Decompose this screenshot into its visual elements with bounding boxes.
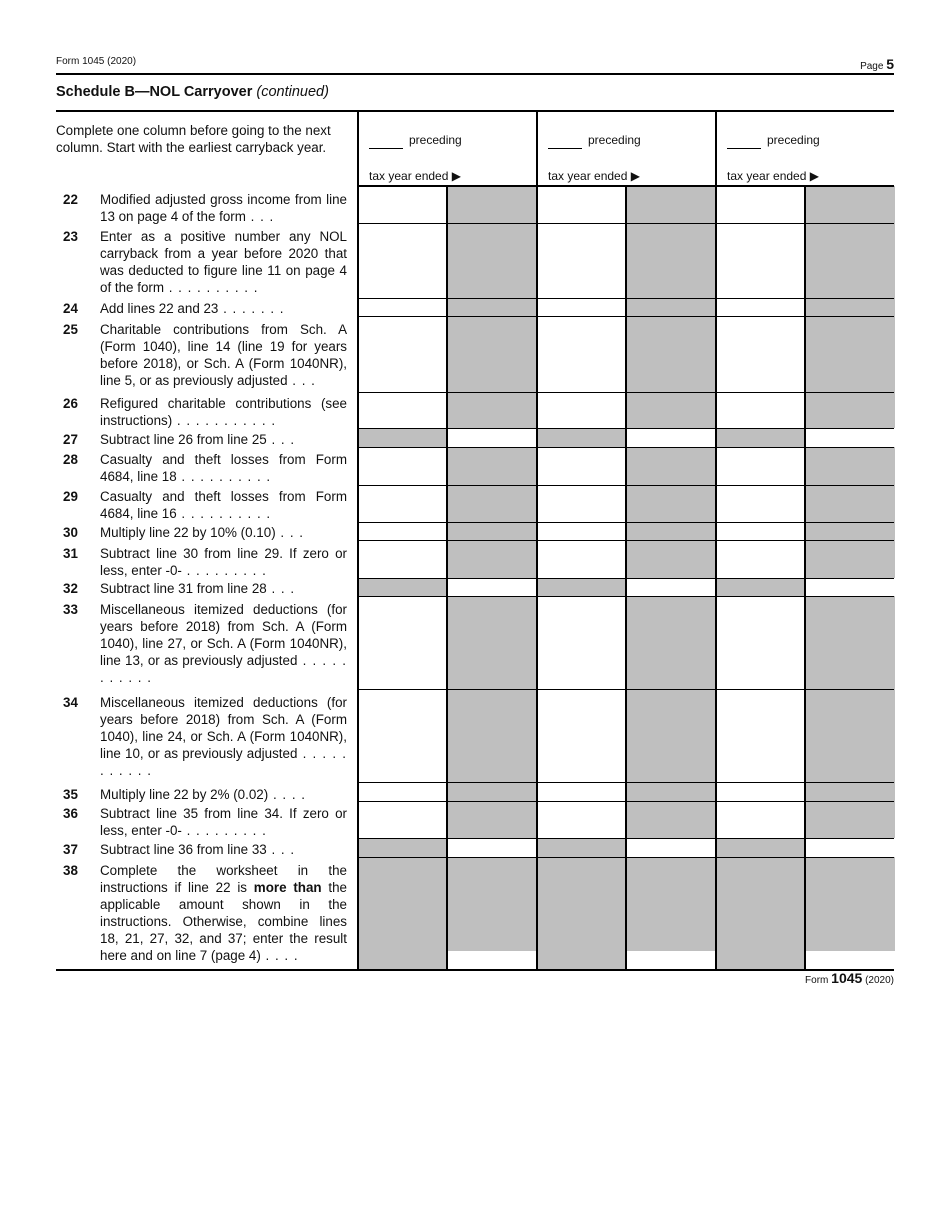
line-36-col-1-amount[interactable] xyxy=(358,801,447,838)
line-31-col-3-shaded xyxy=(805,540,895,578)
dot-leader: . . . . . . . . . . xyxy=(176,469,272,484)
dot-leader: . . . . . . . . . xyxy=(181,563,267,578)
line-number: 24 xyxy=(63,301,78,316)
line-33-col-3-shaded xyxy=(805,596,895,689)
line-description: Complete the worksheet in the instructions if line 22 is more than the applicable amount shown in the instructions. Otherwise, combine lines 18, 21, 27, 32, and 37; enter the result here and on line 7 (page 4) . . . . xyxy=(100,863,347,963)
line-27-col-2-shaded xyxy=(537,428,626,447)
line-23-col-2-shaded xyxy=(626,223,716,298)
line-28-col-1-amount[interactable] xyxy=(358,447,447,485)
line-24-col-1-shaded xyxy=(447,298,537,316)
line-number: 33 xyxy=(63,602,78,617)
column-divider xyxy=(536,112,538,970)
line-26-col-1-amount[interactable] xyxy=(358,392,447,428)
line-29-col-3-amount[interactable] xyxy=(716,485,805,522)
line-30-col-2-amount[interactable] xyxy=(537,522,626,540)
row-divider xyxy=(358,392,894,393)
line-34-col-1-amount[interactable] xyxy=(358,689,447,782)
line-29-col-3-shaded xyxy=(805,485,895,522)
dot-leader: . . . xyxy=(266,581,296,596)
line-38-col-1-amount[interactable] xyxy=(447,951,537,969)
line-number: 27 xyxy=(63,432,78,447)
line-25-col-2-shaded xyxy=(626,316,716,392)
line-34-col-1-shaded xyxy=(447,689,537,782)
line-description: Subtract line 36 from line 33 . . . xyxy=(100,842,296,857)
line-description: Multiply line 22 by 2% (0.02) . . . . xyxy=(100,787,306,802)
year-blank[interactable] xyxy=(548,148,582,149)
line-22-col-2-amount[interactable] xyxy=(537,186,626,223)
top-rule xyxy=(56,73,894,75)
line-number: 34 xyxy=(63,695,78,710)
line-37-col-2-amount[interactable] xyxy=(626,838,716,857)
line-26-col-1-shaded xyxy=(447,392,537,428)
dot-leader: . . . xyxy=(266,842,296,857)
line-24-col-3-shaded xyxy=(805,298,895,316)
line-26-col-2-shaded xyxy=(626,392,716,428)
line-27-col-1-amount[interactable] xyxy=(447,428,537,447)
line-number: 38 xyxy=(63,863,78,878)
line-number: 29 xyxy=(63,489,78,504)
line-23-col-2-amount[interactable] xyxy=(537,223,626,298)
line-description: Charitable contributions from Sch. A (Form 1040), line 14 (line 19 for years before 2018), or Sch. A (Form 1040NR), line 5, or as previously adjusted . . . xyxy=(100,322,347,388)
line-25-col-3-amount[interactable] xyxy=(716,316,805,392)
page-number: Page 5 xyxy=(860,56,894,72)
line-description: Miscellaneous itemized deductions (for years before 2018) from Sch. A (Form 1040), line 27, or Sch. A (Form 1040NR), line 13, or as previously adjusted . . . . . . . . . . . xyxy=(100,602,347,685)
line-number: 26 xyxy=(63,396,78,411)
line-32-col-3-shaded xyxy=(716,578,805,596)
line-32-col-2-shaded xyxy=(537,578,626,596)
column-header-divider xyxy=(358,185,894,186)
line-35-col-2-amount[interactable] xyxy=(537,782,626,801)
line-37-col-3-shaded xyxy=(716,838,805,857)
line-36-col-3-shaded xyxy=(805,801,895,838)
line-35-col-3-amount[interactable] xyxy=(716,782,805,801)
line-description: Miscellaneous itemized deductions (for years before 2018) from Sch. A (Form 1040), line 24, or Sch. A (Form 1040NR), line 10, or as previously adjusted . . . . . . . . . . . xyxy=(100,695,347,778)
column-subdivider xyxy=(804,186,805,970)
line-33-col-1-amount[interactable] xyxy=(358,596,447,689)
row-divider xyxy=(358,782,894,783)
line-number: 36 xyxy=(63,806,78,821)
column-divider xyxy=(715,112,717,970)
line-37-col-1-shaded xyxy=(358,838,447,857)
row-divider xyxy=(358,596,894,597)
line-34-col-3-shaded xyxy=(805,689,895,782)
line-24-col-1-amount[interactable] xyxy=(358,298,447,316)
line-29-col-1-shaded xyxy=(447,485,537,522)
line-31-col-2-amount[interactable] xyxy=(537,540,626,578)
form-footer: Form 1045 (2020) xyxy=(805,970,894,986)
line-29-col-2-amount[interactable] xyxy=(537,485,626,522)
line-25-col-1-shaded xyxy=(447,316,537,392)
line-29-col-2-shaded xyxy=(626,485,716,522)
line-24-col-3-amount[interactable] xyxy=(716,298,805,316)
line-description: Subtract line 26 from line 25 . . . xyxy=(100,432,296,447)
line-number: 30 xyxy=(63,525,78,540)
dot-leader: . . . . . . . . . . . xyxy=(172,413,277,428)
line-28-col-3-amount[interactable] xyxy=(716,447,805,485)
line-28-col-2-amount[interactable] xyxy=(537,447,626,485)
line-38-col-1-shaded xyxy=(358,857,447,969)
dot-leader: . . . . . . . . . xyxy=(181,823,267,838)
line-number: 22 xyxy=(63,192,78,207)
line-29-col-1-amount[interactable] xyxy=(358,485,447,522)
intro-text: Complete one column before going to the next column. Start with the earliest carryback year. xyxy=(56,123,331,155)
line-description: Casualty and theft losses from Form 4684, line 16 . . . . . . . . . . xyxy=(100,489,347,521)
line-33-col-2-shaded xyxy=(626,596,716,689)
line-22-col-3-shaded xyxy=(805,186,895,223)
line-22-col-2-shaded xyxy=(626,186,716,223)
line-25-col-3-shaded xyxy=(805,316,895,392)
line-26-col-3-amount[interactable] xyxy=(716,392,805,428)
line-23-col-1-amount[interactable] xyxy=(358,223,447,298)
line-34-col-2-amount[interactable] xyxy=(537,689,626,782)
line-number: 32 xyxy=(63,581,78,596)
bottom-rule xyxy=(56,969,894,971)
dot-leader: . . . . . . . . . . xyxy=(164,280,259,295)
row-divider xyxy=(358,522,894,523)
line-description: Subtract line 31 from line 28 . . . xyxy=(100,581,296,596)
year-blank[interactable] xyxy=(369,148,403,149)
dot-leader: . . . . . . . . . . xyxy=(176,506,272,521)
dot-leader: . . . xyxy=(245,209,275,224)
column-header-2: preceding tax year ended ▶ xyxy=(548,133,641,183)
line-35-col-2-shaded xyxy=(626,782,716,801)
line-38-col-3-shaded xyxy=(716,857,805,969)
line-number: 35 xyxy=(63,787,78,802)
row-divider xyxy=(358,689,894,690)
column-header-1: preceding tax year ended ▶ xyxy=(369,133,462,183)
line-36-col-2-amount[interactable] xyxy=(537,801,626,838)
line-number: 37 xyxy=(63,842,78,857)
row-divider xyxy=(358,540,894,541)
line-26-col-3-shaded xyxy=(805,392,895,428)
line-27-col-1-shaded xyxy=(358,428,447,447)
dot-leader: . . . . xyxy=(268,787,306,802)
line-number: 25 xyxy=(63,322,78,337)
line-32-col-1-amount[interactable] xyxy=(447,578,537,596)
row-divider xyxy=(358,428,894,429)
line-36-col-1-shaded xyxy=(447,801,537,838)
line-description: Casualty and theft losses from Form 4684, line 18 . . . . . . . . . . xyxy=(100,452,347,484)
line-28-col-3-shaded xyxy=(805,447,895,485)
line-33-col-2-amount[interactable] xyxy=(537,596,626,689)
line-description: Refigured charitable contributions (see instructions) . . . . . . . . . . . xyxy=(100,396,347,428)
line-25-col-1-amount[interactable] xyxy=(358,316,447,392)
line-number: 31 xyxy=(63,546,78,561)
line-31-col-2-shaded xyxy=(626,540,716,578)
column-header-3: preceding tax year ended ▶ xyxy=(727,133,820,183)
line-description: Add lines 22 and 23 . . . . . . . xyxy=(100,301,285,316)
line-28-col-1-shaded xyxy=(447,447,537,485)
line-33-col-1-shaded xyxy=(447,596,537,689)
row-divider xyxy=(358,857,894,858)
line-number: 23 xyxy=(63,229,78,244)
line-22-col-1-amount[interactable] xyxy=(358,186,447,223)
line-35-col-3-shaded xyxy=(805,782,895,801)
dot-leader: . . . . . . . . . . . xyxy=(100,653,347,685)
line-30-col-1-amount[interactable] xyxy=(358,522,447,540)
row-divider xyxy=(358,801,894,802)
row-divider xyxy=(358,838,894,839)
row-divider xyxy=(358,298,894,299)
line-37-col-3-amount[interactable] xyxy=(805,838,895,857)
line-38-col-2-shaded xyxy=(537,857,626,969)
row-divider xyxy=(358,578,894,579)
dot-leader: . . . xyxy=(287,373,316,388)
line-27-col-2-amount[interactable] xyxy=(626,428,716,447)
column-subdivider xyxy=(446,186,447,970)
line-30-col-3-amount[interactable] xyxy=(716,522,805,540)
dot-leader: . . . xyxy=(275,525,304,540)
dot-leader: . . . . . . . . . . . xyxy=(100,746,347,778)
line-36-col-3-amount[interactable] xyxy=(716,801,805,838)
line-30-col-2-shaded xyxy=(626,522,716,540)
line-description: Enter as a positive number any NOL carryback from a year before 2020 that was deducted to figure line 11 on page 4 of the form . . . . . . . . . . xyxy=(100,229,347,295)
form-label: Form 1045 (2020) xyxy=(56,56,137,67)
line-32-col-2-amount[interactable] xyxy=(626,578,716,596)
line-23-col-3-amount[interactable] xyxy=(716,223,805,298)
line-37-col-1-amount[interactable] xyxy=(447,838,537,857)
line-36-col-2-shaded xyxy=(626,801,716,838)
line-27-col-3-amount[interactable] xyxy=(805,428,895,447)
line-35-col-1-shaded xyxy=(447,782,537,801)
dot-leader: . . . . . . . xyxy=(218,301,285,316)
line-31-col-1-shaded xyxy=(447,540,537,578)
line-38-col-2-shaded-upper xyxy=(626,857,716,951)
line-34-col-2-shaded xyxy=(626,689,716,782)
line-31-col-1-amount[interactable] xyxy=(358,540,447,578)
year-blank[interactable] xyxy=(727,148,761,149)
line-26-col-2-amount[interactable] xyxy=(537,392,626,428)
line-24-col-2-shaded xyxy=(626,298,716,316)
line-38-col-3-shaded-upper xyxy=(805,857,895,951)
line-30-col-3-shaded xyxy=(805,522,895,540)
dot-leader: . . . xyxy=(266,432,296,447)
row-divider xyxy=(358,223,894,224)
row-divider xyxy=(358,447,894,448)
line-31-col-3-amount[interactable] xyxy=(716,540,805,578)
row-divider xyxy=(358,186,894,187)
column-subdivider xyxy=(625,186,626,970)
line-description: Subtract line 30 from line 29. If zero or less, enter -0- . . . . . . . . . xyxy=(100,546,347,578)
line-38-col-1-shaded-upper xyxy=(447,857,537,951)
line-35-col-1-amount[interactable] xyxy=(358,782,447,801)
line-38-col-2-amount[interactable] xyxy=(626,951,716,969)
line-32-col-1-shaded xyxy=(358,578,447,596)
line-22-col-3-amount[interactable] xyxy=(716,186,805,223)
row-divider xyxy=(358,485,894,486)
dot-leader: . . . . xyxy=(260,948,299,963)
line-description: Multiply line 22 by 10% (0.10) . . . xyxy=(100,525,304,540)
line-37-col-2-shaded xyxy=(537,838,626,857)
line-28-col-2-shaded xyxy=(626,447,716,485)
line-34-col-3-amount[interactable] xyxy=(716,689,805,782)
line-30-col-1-shaded xyxy=(447,522,537,540)
line-number: 28 xyxy=(63,452,78,467)
row-divider xyxy=(358,316,894,317)
line-38-col-3-amount[interactable] xyxy=(805,951,895,969)
line-23-col-3-shaded xyxy=(805,223,895,298)
schedule-title: Schedule B—NOL Carryover (continued) xyxy=(56,84,329,100)
line-description: Modified adjusted gross income from line 13 on page 4 of the form . . . xyxy=(100,192,347,224)
line-32-col-3-amount[interactable] xyxy=(805,578,895,596)
line-25-col-2-amount[interactable] xyxy=(537,316,626,392)
column-divider xyxy=(357,112,359,970)
line-22-col-1-shaded xyxy=(447,186,537,223)
line-description: Subtract line 35 from line 34. If zero or less, enter -0- . . . . . . . . . xyxy=(100,806,347,838)
line-33-col-3-amount[interactable] xyxy=(716,596,805,689)
line-27-col-3-shaded xyxy=(716,428,805,447)
line-23-col-1-shaded xyxy=(447,223,537,298)
line-24-col-2-amount[interactable] xyxy=(537,298,626,316)
